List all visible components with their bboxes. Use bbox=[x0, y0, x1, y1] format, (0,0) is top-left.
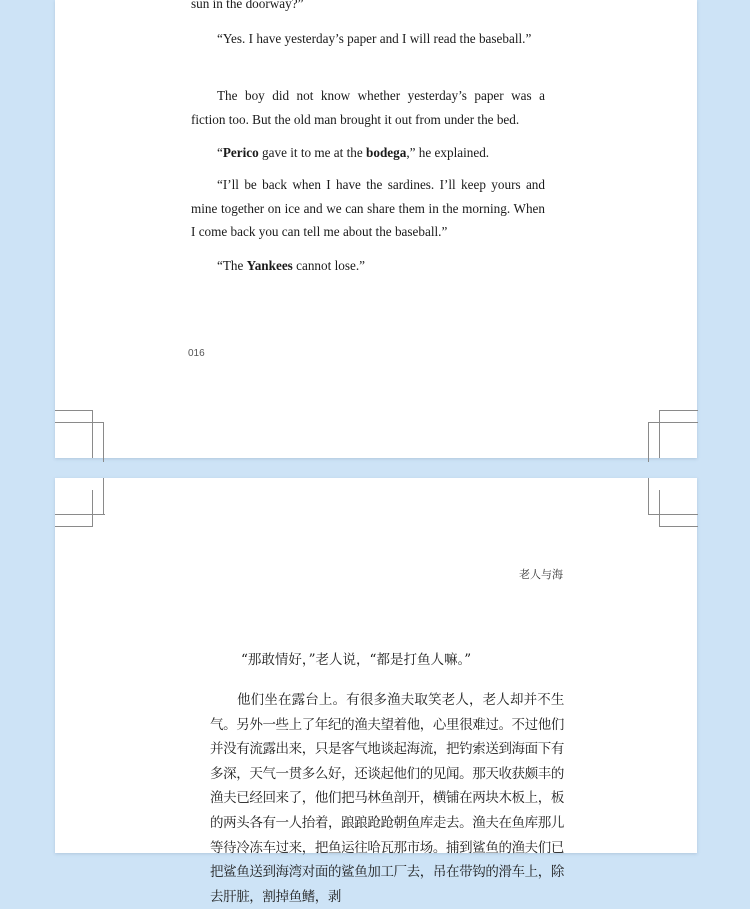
book-page-chinese bbox=[55, 478, 697, 905]
page-number: 016 bbox=[188, 348, 205, 359]
bold-name-yankees: Yankees bbox=[246, 258, 293, 273]
paragraph: “I’ll be back when I have the sardines. I’ll keep yours and mine together on ice and we can share them in the morning. When I come back you can tell me about the baseball.” bbox=[191, 177, 545, 239]
dialogue-line: “那敢情好，”老人说，“都是打鱼人嘛。” bbox=[241, 652, 472, 668]
paragraph-continued: sun in the doorway?” bbox=[191, 0, 304, 11]
crop-mark-bottom-right bbox=[648, 410, 698, 462]
book-page-english bbox=[55, 0, 697, 458]
paragraph: “Yes. I have yesterday’s paper and I will read the baseball.” bbox=[217, 31, 532, 46]
paragraph: 他们坐在露台上。有很多渔夫取笑老人，老人却并不生气。另外一些上了年纪的渔夫望着他，心里很难过。不过他们并没有流露出来，只是客气地谈起海流，把钓索送到海面下有多深，天气一贯多么好，还谈起他们的见闻。那天收获颇丰的渔夫已经回来了，他们把马林鱼剖开，横铺在两块木板上，板的两头各有一人抬着，踉踉跄跄朝鱼库走去。渔夫在鱼库那儿等待冷冻车过来，把鱼运往哈瓦那市场。捕到鲨鱼的渔夫们已把鲨鱼送到海湾对面的鲨鱼加工厂去，吊在带钩的滑车上，除去肝脏，割掉鱼鳍，剥 bbox=[210, 692, 564, 905]
crop-mark-top-right bbox=[648, 478, 698, 530]
paragraph: The boy did not know whether yesterday’s paper was a fiction too. But the old man brought it out from under the bed. bbox=[191, 88, 545, 127]
bold-name-perico: Perico bbox=[222, 145, 259, 160]
running-head: 老人与海 bbox=[519, 568, 563, 581]
crop-mark-top-left bbox=[55, 478, 105, 530]
bold-word-bodega: bodega bbox=[366, 145, 407, 160]
crop-mark-bottom-left bbox=[55, 410, 105, 462]
paragraph: “Perico gave it to me at the bodega,” he explained. bbox=[217, 145, 490, 160]
paragraph: “The Yankees cannot lose.” bbox=[217, 258, 365, 273]
